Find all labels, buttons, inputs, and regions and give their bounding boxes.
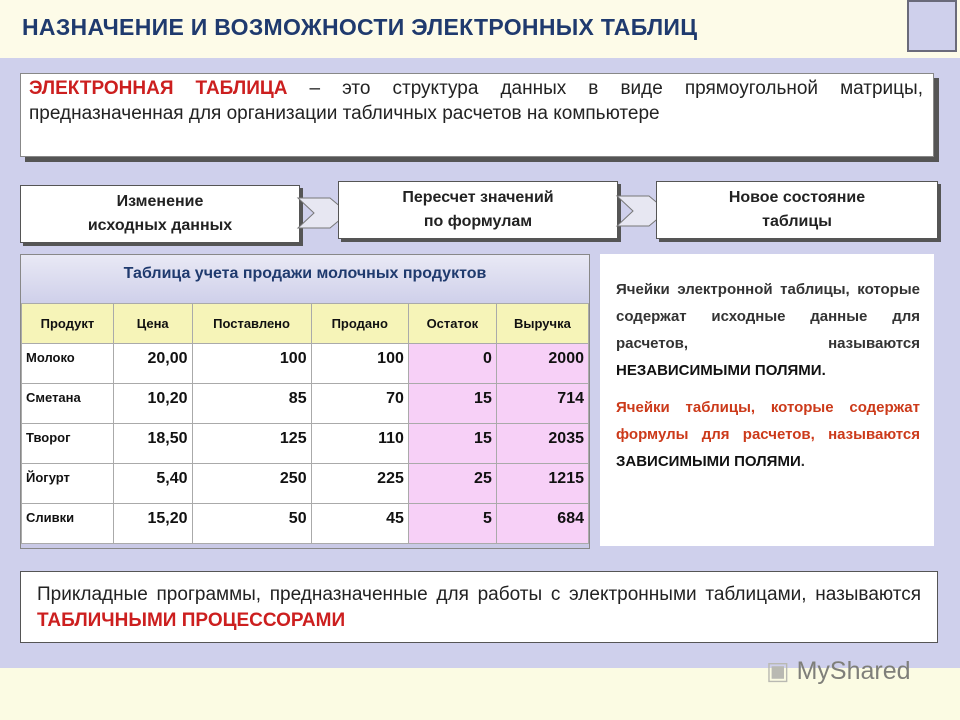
- definition-text: – это структура данных в виде прямоугольной матрицы, предназначенная для организации табличных расчетов на компьютере: [29, 78, 923, 124]
- note-term: ТАБЛИЧНЫМИ ПРОЦЕССОРАМИ: [37, 610, 346, 631]
- note-text: Прикладные программы, предназначенные для работы с электронными таблицами, называются: [37, 584, 921, 605]
- supplied-cell[interactable]: 100: [192, 344, 311, 384]
- column-header: Поставлено: [192, 304, 311, 344]
- column-header: Продукт: [22, 304, 114, 344]
- remainder-cell[interactable]: 5: [408, 504, 496, 544]
- price-cell[interactable]: 15,20: [113, 504, 192, 544]
- table-row: [22, 384, 589, 424]
- sold-cell[interactable]: 225: [311, 464, 408, 504]
- product-cell[interactable]: Творог: [22, 424, 114, 464]
- watermark-logo: [766, 656, 911, 686]
- independent-fields-term: НЕЗАВИСИМЫМИ ПОЛЯМИ.: [616, 362, 826, 379]
- flow-step-2-line2: по формулам: [423, 213, 533, 230]
- flow-step-3-line1: Новое состояние: [728, 189, 866, 206]
- revenue-cell[interactable]: 2035: [496, 424, 588, 464]
- sales-table-panel: [20, 254, 590, 549]
- product-cell[interactable]: Йогурт: [22, 464, 114, 504]
- table-row: [22, 344, 589, 384]
- column-header: Продано: [311, 304, 408, 344]
- watermark-text: MyShared: [796, 657, 911, 685]
- product-cell[interactable]: Сметана: [22, 384, 114, 424]
- remainder-cell[interactable]: 15: [408, 424, 496, 464]
- table-row: [22, 504, 589, 544]
- definition-term: ЭЛЕКТРОННАЯ ТАБЛИЦА: [29, 78, 288, 99]
- price-cell[interactable]: 5,40: [113, 464, 192, 504]
- supplied-cell[interactable]: 125: [192, 424, 311, 464]
- flow-step-1-line2: исходных данных: [87, 217, 233, 234]
- dependent-fields-paragraph: [616, 394, 920, 475]
- product-cell[interactable]: Сливки: [22, 504, 114, 544]
- revenue-cell[interactable]: 1215: [496, 464, 588, 504]
- supplied-cell[interactable]: 50: [192, 504, 311, 544]
- sold-cell[interactable]: 45: [311, 504, 408, 544]
- remainder-cell[interactable]: 15: [408, 384, 496, 424]
- dependent-fields-term: ЗАВИСИМЫМИ ПОЛЯМИ: [616, 453, 801, 470]
- dependent-fields-text: Ячейки таблицы, которые содержат формулы для расчетов, называются: [616, 399, 920, 443]
- independent-fields-text: Ячейки электронной таблицы, которые содержат исходные данные для расчетов, называются: [616, 281, 920, 352]
- supplied-cell[interactable]: 85: [192, 384, 311, 424]
- spreadsheet-processors-note: [20, 571, 938, 643]
- sales-table-title: Таблица учета продажи молочных продуктов: [21, 255, 589, 303]
- page-title: НАЗНАЧЕНИЕ И ВОЗМОЖНОСТИ ЭЛЕКТРОННЫХ ТАБЛИЦ: [22, 14, 698, 40]
- flow-step-new-state: [656, 181, 938, 239]
- revenue-cell[interactable]: 2000: [496, 344, 588, 384]
- flow-step-2-line1: Пересчет значений: [402, 189, 554, 206]
- flow-step-1-line1: Изменение: [116, 193, 204, 210]
- sold-cell[interactable]: 110: [311, 424, 408, 464]
- product-cell[interactable]: Молоко: [22, 344, 114, 384]
- revenue-cell[interactable]: 684: [496, 504, 588, 544]
- supplied-cell[interactable]: 250: [192, 464, 311, 504]
- revenue-cell[interactable]: 714: [496, 384, 588, 424]
- column-header: Цена: [113, 304, 192, 344]
- column-header: Остаток: [408, 304, 496, 344]
- title-bar: [0, 0, 960, 58]
- fields-explanation-box: [600, 254, 934, 546]
- presentation-icon: ▣: [766, 657, 790, 685]
- remainder-cell[interactable]: 25: [408, 464, 496, 504]
- independent-fields-paragraph: [616, 276, 920, 384]
- corner-decoration: [907, 0, 957, 52]
- column-header: Выручка: [496, 304, 588, 344]
- sold-cell[interactable]: 100: [311, 344, 408, 384]
- price-cell[interactable]: 18,50: [113, 424, 192, 464]
- dependent-fields-period: .: [800, 453, 805, 470]
- flow-step-3-line2: таблицы: [762, 213, 832, 230]
- remainder-cell[interactable]: 0: [408, 344, 496, 384]
- flow-step-change-input: [20, 185, 300, 243]
- sold-cell[interactable]: 70: [311, 384, 408, 424]
- flow-step-recalculate: [338, 181, 618, 239]
- price-cell[interactable]: 10,20: [113, 384, 192, 424]
- price-cell[interactable]: 20,00: [113, 344, 192, 384]
- definition-box: [20, 73, 934, 157]
- sales-table: [21, 303, 589, 544]
- table-header-row: [22, 304, 589, 344]
- table-row: [22, 424, 589, 464]
- table-row: [22, 464, 589, 504]
